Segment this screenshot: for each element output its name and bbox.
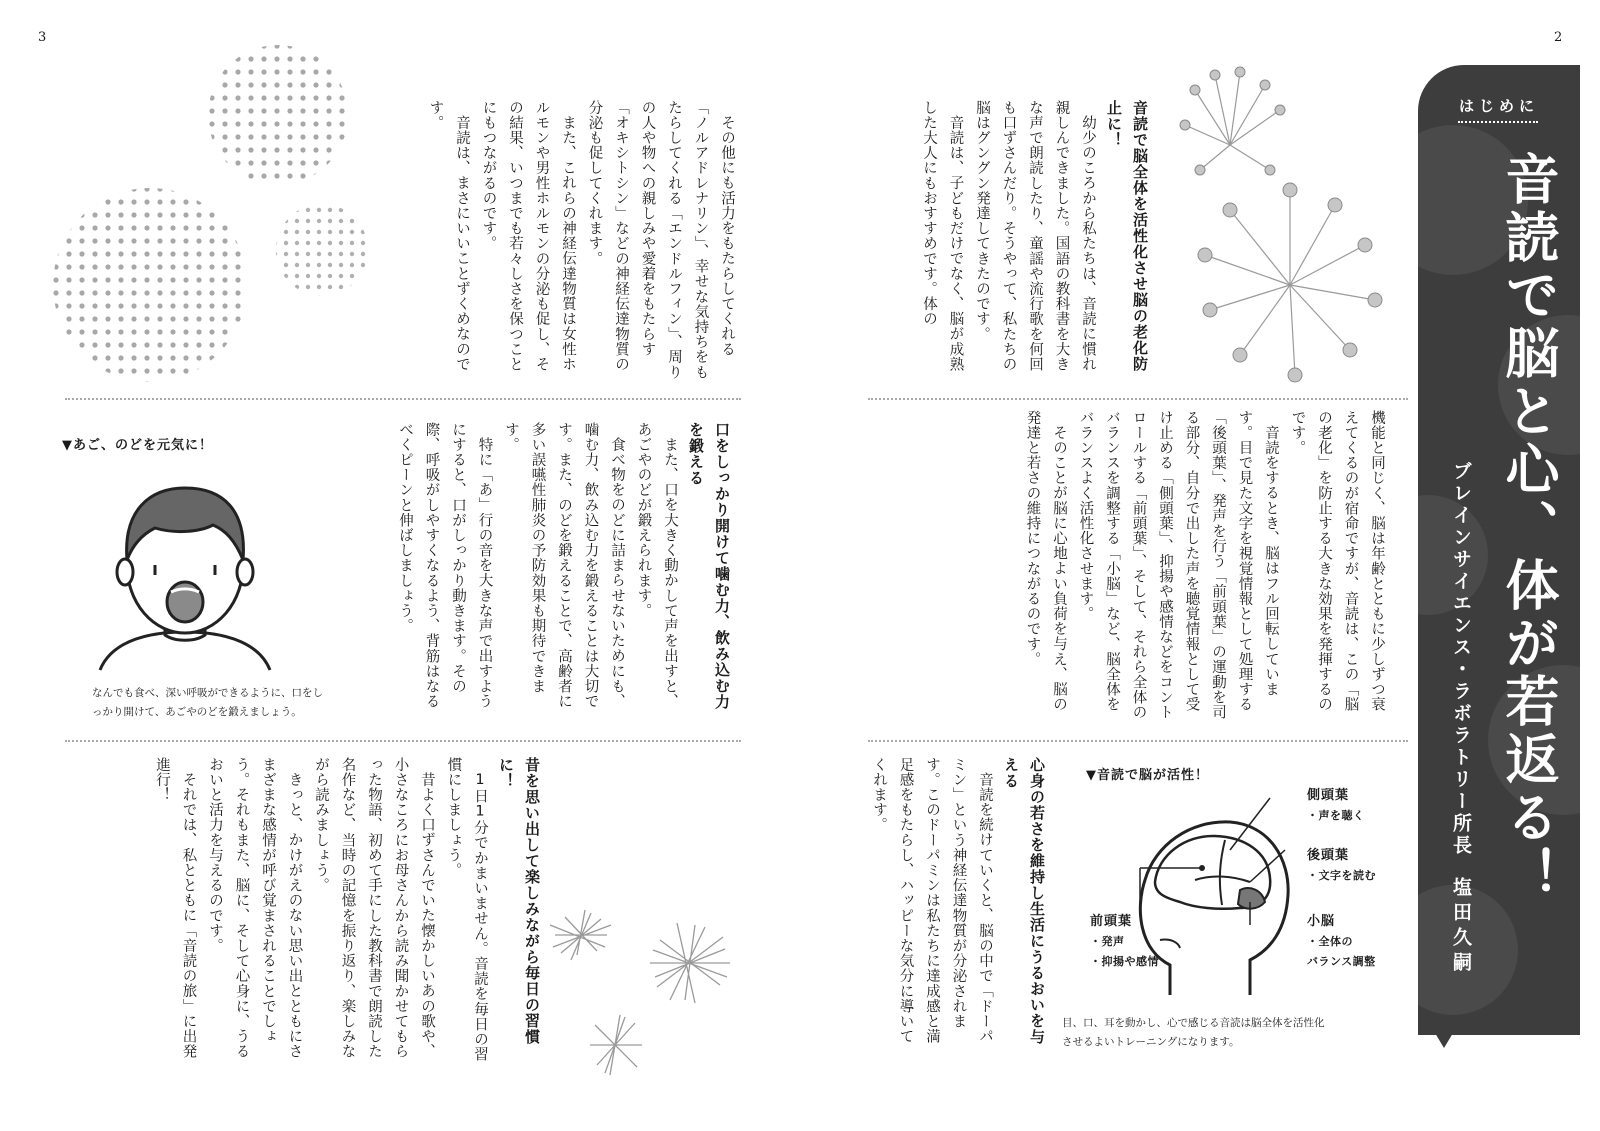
- paragraph: 1日1分でかまいません。音読を毎日の習慣にしましょう。: [445, 757, 488, 1062]
- banner-kicker: はじめに: [1458, 97, 1539, 115]
- daily-habit-section: [55, 757, 545, 1067]
- brain-function-section: [870, 410, 1390, 720]
- paragraph: 音読をするとき、脳はフル回転しています。目で見た文字を視覚情報として処理する「後頭葉」、発声を行う「前頭葉」の運動を司る部分、自分で出した声を聴覚情報として受け止める「側頭葉」、抑揚や感情などをコントロールする「前頭葉」、そして、それら全体のバランスを調整する「小脳」など、脳全体をバランスよく活性化させます。: [1077, 410, 1279, 720]
- brain-diagram: [1100, 790, 1300, 1010]
- separator: [868, 740, 1408, 742]
- page-number-left: 3: [38, 30, 47, 45]
- paragraph: きっと、かけがえのない思い出とともにさまざまな感情が呼び覚まされることでしょう。それもまた、脳に、そして心身に、うるおいと活力を与えるのです。: [207, 757, 303, 1059]
- figure-title: ▼あご、のどを元気に！: [62, 438, 213, 453]
- neurotransmitter-section: [385, 100, 740, 385]
- paragraph: 特に「あ」行の音を大きな声で出すようにすると、口がしっかり動きます。その際、呼吸がしやすくなるよう、背筋はなるべくピーンと伸ばしましょう。: [397, 422, 493, 709]
- paragraph: 昔よく口ずさんでいた懐かしいあの歌や、小さなころにお母さんから読み聞かせてもらった物語、初めて手にした教科書で朗読した名作など、当時の記憶を振り返り、楽しみながら読みましょう。: [313, 757, 435, 1059]
- page-number-right: 2: [1554, 30, 1563, 45]
- mouth-exercise-section: [355, 422, 735, 722]
- section-heading: 心身の若さを維持し生活にうるおいを与える: [1002, 757, 1046, 1045]
- paragraph: 音読は、子どもだけでなく、脳が成熟した大人にもおすすめです。体の: [921, 100, 964, 372]
- desc-frontal-lobe-2: ・抑揚や感情: [1090, 955, 1159, 968]
- scribble-flowers-illustration: [545, 905, 745, 1085]
- section-heading: 音読で脳全体を活性化させ脳の老化防止に！: [1105, 100, 1149, 372]
- desc-occipital-lobe: ・文字を読む: [1307, 869, 1376, 882]
- page-title: 音読で脳と心、体が若返る！: [1497, 151, 1560, 905]
- paragraph: 機能と同じく、脳は年齢とともに少しずつ衰えてくるのが宿命ですが、音読は、この「脳の老化」を防止する大きな効果を発揮するのです。: [1289, 410, 1385, 712]
- author-organization: ブレインサイエンス・ラボラトリー所長: [1450, 461, 1472, 857]
- desc-cerebellum-2: バランス調整: [1307, 955, 1376, 968]
- figure-caption: っかり開けて、あごやのどを鍛えましょう。: [92, 706, 302, 718]
- paragraph: 食べ物をのどに詰まらせないためにも、噛む力、飲み込む力を鍛えることは大切です。また、のどを鍛えることで、高齢者に多い誤嚥性肺炎の予防効果も期待できます。: [503, 422, 625, 709]
- kicker-underline: [1458, 121, 1538, 123]
- figure-caption: なんでも食べ、深い呼吸ができるように、口をし: [92, 687, 323, 699]
- firework-illustration: [1170, 60, 1400, 390]
- paragraph: それでは、私とともに「音読の旅」に出発進行！: [154, 757, 197, 1059]
- paragraph: また、口を大きく動かして声を出すと、あごやのどが鍛えられます。: [635, 422, 678, 709]
- section-heading: 昔を思い出して楽しみながら毎日の習慣に！: [497, 757, 541, 1045]
- figure-caption: 目、口、耳を動かし、心で感じる音読は脳全体を活性化: [1062, 1017, 1325, 1029]
- separator: [65, 740, 741, 742]
- label-frontal-lobe: 前頭葉: [1090, 914, 1133, 929]
- face-illustration: [95, 470, 275, 675]
- separator: [65, 398, 741, 400]
- paragraph: 幼少のころから私たちは、音読に慣れ親しんできました。国語の教科書を大きな声で朗読したり、童謡や流行歌を何回も口ずさんだり。そうやって、私たちの脳はグングン発達してきたのです。: [974, 100, 1096, 372]
- section-heading: 口をしっかり開けて噛む力、飲み込む力を鍛える: [687, 422, 731, 710]
- paragraph: そのことが脳に心地よい負荷を与え、脳の発達と若さの維持につながるのです。: [1024, 410, 1067, 712]
- separator: [868, 398, 1408, 400]
- desc-frontal-lobe-1: ・発声: [1090, 935, 1125, 948]
- title-banner: [1418, 65, 1580, 1035]
- paragraph: また、これらの神経伝達物質は女性ホルモンや男性ホルモンの分泌も促し、その結果、いつまでも若々しさを保つことにもつながるのです。: [480, 100, 576, 372]
- author-name: 塩田久嗣: [1450, 877, 1472, 977]
- banner-tail: [1432, 1028, 1456, 1048]
- label-temporal-lobe: 側頭葉: [1307, 788, 1350, 803]
- paragraph: 音読を続けていくと、脳の中で「ドーパミン」という神経伝達物質が分泌されます。このドーパミンは私たちに達成感と満足感をもたらし、ハッピーな気分に導いてくれます。: [871, 757, 993, 1044]
- desc-temporal-lobe: ・声を聴く: [1307, 809, 1365, 822]
- paragraph: 音読は、まさにいいことずくめなのです。: [427, 100, 470, 372]
- label-occipital-lobe: 後頭葉: [1307, 848, 1350, 863]
- paragraph: その他にも活力をもたらしてくれる「ノルアドレナリン」、幸せな気持ちをもたらしてくれる「エンドルフィン」、周りの人や物への親しみや愛着をもたらす「オキシトシン」などの神経伝達物質の分泌も促してくれます。: [586, 100, 735, 380]
- desc-cerebellum-1: ・全体の: [1307, 935, 1353, 948]
- vitality-section: [860, 757, 1050, 1057]
- figure-title: ▼音読で脳が活性！: [1086, 768, 1209, 783]
- label-cerebellum: 小脳: [1307, 914, 1336, 929]
- intro-section: [908, 100, 1153, 385]
- figure-caption: させるよいトレーニングになります。: [1062, 1036, 1240, 1048]
- dotted-circles-illustration: [50, 40, 370, 390]
